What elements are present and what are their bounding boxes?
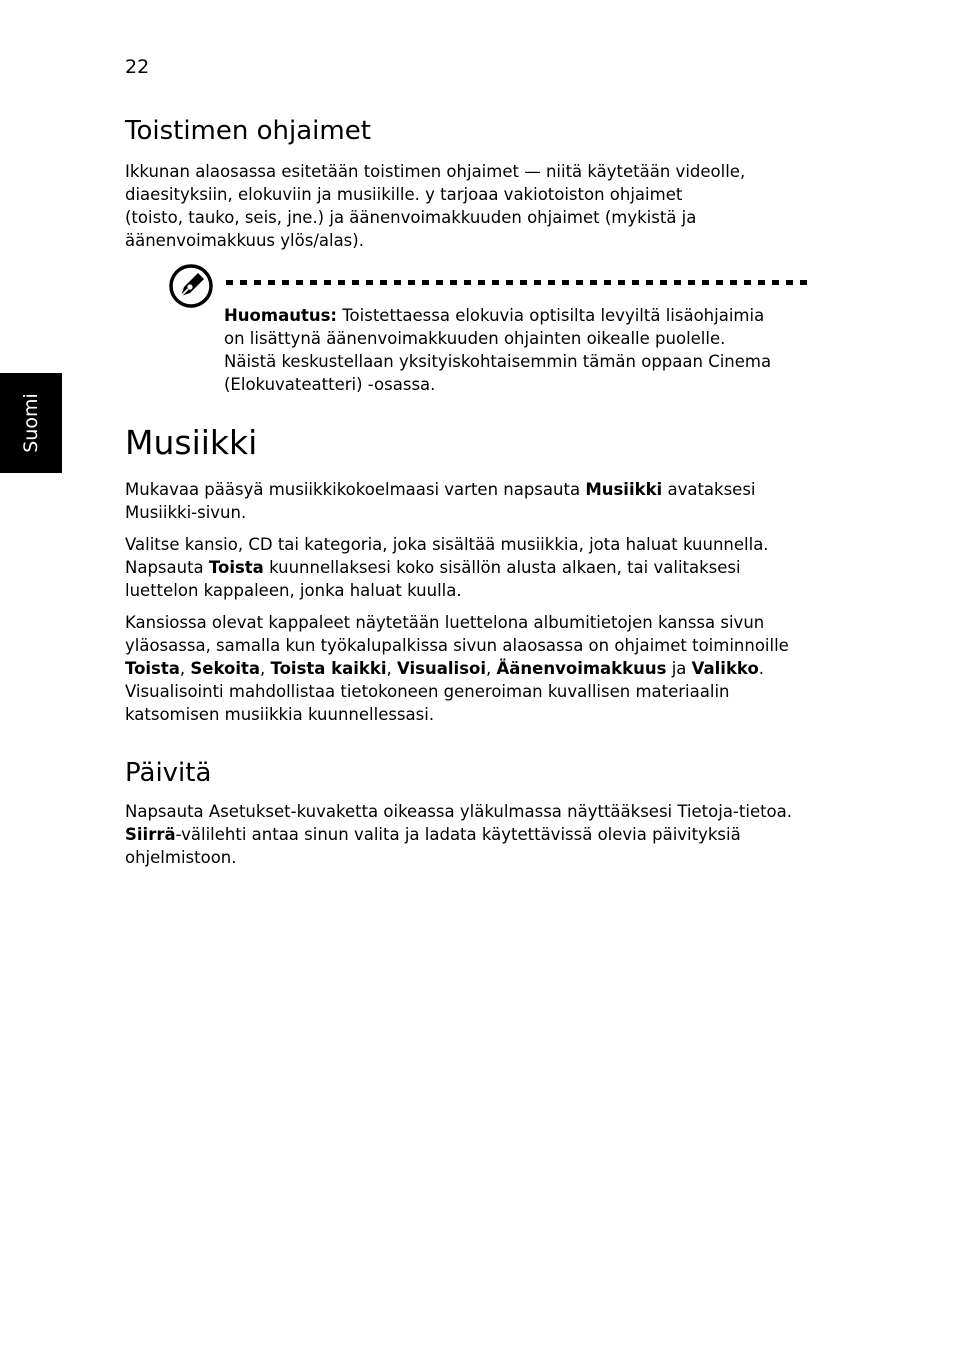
heading-paivita: Päivitä xyxy=(125,758,212,788)
bold-term: Sekoita xyxy=(190,659,261,678)
note-label: Huomautus: xyxy=(224,306,338,325)
text-line xyxy=(125,823,815,846)
text-line: Musiikki-sivun. xyxy=(125,503,247,522)
bold-term: Toista kaikki xyxy=(270,659,387,678)
text-run: avataksesi xyxy=(662,480,756,499)
text-line: katsomisen musiikkia kuunnellessasi. xyxy=(125,705,435,724)
bold-term: Äänenvoimakkuus xyxy=(496,659,667,678)
note-box xyxy=(168,263,813,403)
text-run: , xyxy=(486,659,497,678)
bold-term: Toista xyxy=(125,659,180,678)
text-line: Napsauta Asetukset-kuvaketta oikeassa yläkulmassa näyttääksesi Tietoja-tietoa. xyxy=(125,802,793,821)
heading-toistimen-ohjaimet: Toistimen ohjaimet xyxy=(125,116,371,146)
side-tab-label: Suomi xyxy=(20,393,42,453)
paragraph-folder-tracks xyxy=(125,611,815,726)
text-line: ohjelmistoon. xyxy=(125,848,237,867)
text-run: Toistettaessa elokuvia optisilta levyiltä lisäohjaimia xyxy=(337,306,765,325)
paragraph-player-controls xyxy=(125,160,815,252)
text-run: Napsauta xyxy=(125,558,209,577)
text-run: Mukavaa pääsyä musiikkikokoelmaasi varten napsauta xyxy=(125,480,586,499)
text-line: (toisto, tauko, seis, jne.) ja äänenvoimakkuuden ohjaimet (mykistä ja xyxy=(125,208,697,227)
page-number: 22 xyxy=(125,56,150,78)
text-line: äänenvoimakkuus ylös/alas). xyxy=(125,231,364,250)
text-run: ja xyxy=(666,659,692,678)
text-run: , xyxy=(179,659,191,678)
text-line: (Elokuvateatteri) -osassa. xyxy=(224,375,436,394)
paragraph-choose-folder xyxy=(125,533,815,602)
text-line: yläosassa, samalla kun työkalupalkissa sivun alaosassa on ohjaimet toiminnoille xyxy=(125,636,789,655)
paragraph-musiikki-access xyxy=(125,478,815,524)
note-text xyxy=(224,304,804,396)
text-line: Ikkunan alaosassa esitetään toistimen ohjaimet — niitä käytetään videolle, xyxy=(125,162,746,181)
text-line xyxy=(125,478,815,501)
text-line xyxy=(125,556,815,579)
bold-term: Visualisoi xyxy=(397,659,487,678)
paragraph-paivita xyxy=(125,800,815,869)
text-run: , xyxy=(386,659,398,678)
text-run: -välilehti antaa sinun valita ja ladata käytettävissä olevia päivityksiä xyxy=(175,825,741,844)
bold-term: Siirrä xyxy=(125,825,176,844)
text-line: luettelon kappaleen, jonka haluat kuulla. xyxy=(125,581,462,600)
text-line: Valitse kansio, CD tai kategoria, joka sisältää musiikkia, jota haluat kuunnella. xyxy=(125,535,769,554)
text-run: kuunnellaksesi koko sisällön alusta alkaen, tai valitaksesi xyxy=(263,558,741,577)
heading-musiikki: Musiikki xyxy=(125,423,258,462)
language-side-tab xyxy=(0,373,62,473)
text-line xyxy=(224,304,804,327)
text-run: , xyxy=(260,659,271,678)
bold-term: Toista xyxy=(208,558,264,577)
note-dotted-rule xyxy=(226,280,810,285)
text-line: Visualisointi mahdollistaa tietokoneen generoiman kuvallisen materiaalin xyxy=(125,682,730,701)
text-line xyxy=(125,657,815,680)
bold-term: Valikko xyxy=(691,659,759,678)
text-line: on lisättynä äänenvoimakkuuden ohjainten oikealle puolelle. xyxy=(224,329,726,348)
note-pen-icon xyxy=(168,263,214,309)
text-line: Näistä keskustellaan yksityiskohtaisemmin tämän oppaan Cinema xyxy=(224,352,772,371)
text-line: diaesityksiin, elokuviin ja musiikille. y tarjoaa vakiotoiston ohjaimet xyxy=(125,185,683,204)
text-line: Kansiossa olevat kappaleet näytetään luettelona albumitietojen kanssa sivun xyxy=(125,613,765,632)
bold-term: Musiikki xyxy=(585,480,663,499)
text-run: . xyxy=(758,659,765,678)
